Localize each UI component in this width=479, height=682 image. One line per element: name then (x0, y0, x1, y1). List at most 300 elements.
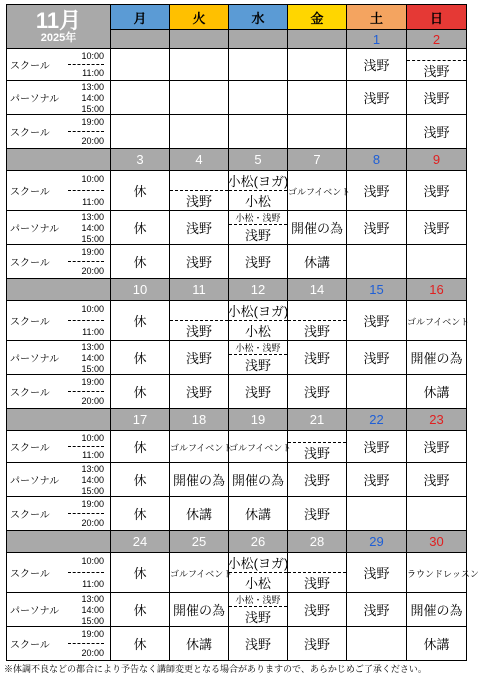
date-cell (229, 30, 288, 49)
date-row-spacer (7, 149, 111, 171)
schedule-cell (288, 81, 347, 115)
schedule-cell (111, 375, 170, 409)
slot-row (7, 301, 467, 341)
schedule-cell (111, 463, 170, 497)
schedule-cell (407, 171, 467, 211)
schedule-cell (288, 49, 347, 81)
schedule-cell (288, 171, 351, 211)
schedule-cell (288, 627, 347, 661)
slot-label (7, 341, 111, 375)
slot-time: 10:00 (81, 50, 104, 61)
schedule-entry: 浅野 (363, 91, 390, 106)
slot-label (7, 463, 111, 497)
schedule-entry: 開催の為 (231, 473, 284, 488)
slot-time: 19:00 (81, 377, 104, 387)
year-label: 2025年 (40, 31, 77, 44)
schedule-entry (288, 431, 346, 442)
slot-row (7, 375, 467, 409)
schedule-entry: 休講 (303, 255, 330, 270)
schedule-entry: 浅野 (185, 255, 212, 270)
slot-name: スクール (10, 640, 50, 651)
slot-row (7, 463, 467, 497)
date-row-spacer (7, 409, 111, 431)
date-cell: 30 (407, 531, 467, 553)
schedule-cell (229, 81, 288, 115)
schedule-cell (170, 627, 229, 661)
schedule-cell (170, 497, 229, 531)
schedule-entry: ゴルフイベント (407, 317, 470, 327)
schedule-entry: 休 (133, 507, 147, 522)
schedule-entry: ゴルフイベント (229, 443, 292, 453)
schedule-entry: 休講 (244, 507, 271, 522)
schedule-cell (229, 431, 292, 463)
schedule-entry: 浅野 (363, 566, 390, 581)
schedule-entry: 浅野 (303, 603, 330, 618)
schedule-entry: 開催の為 (410, 603, 463, 618)
schedule-cell (229, 593, 288, 627)
slot-label (7, 627, 111, 661)
schedule-entry: ゴルフイベント (170, 569, 233, 579)
slot-name: スクール (10, 258, 50, 269)
schedule-entry: 休 (133, 351, 147, 366)
schedule-cell (170, 301, 229, 341)
schedule-entry: 浅野 (363, 221, 390, 236)
schedule-entry: ゴルフイベント (170, 443, 233, 453)
schedule-cell (170, 553, 233, 593)
date-cell: 23 (407, 409, 467, 431)
date-cell: 16 (407, 279, 467, 301)
slot-name: パーソナル (10, 354, 60, 365)
date-cell: 18 (170, 409, 229, 431)
date-cell: 10 (111, 279, 170, 301)
schedule-entry: 休講 (185, 507, 212, 522)
slot-time: 14:00 (81, 604, 104, 615)
schedule-entry: 浅野 (303, 385, 330, 400)
schedule-entry: 浅野 (303, 507, 330, 522)
weekday-header-row (7, 5, 467, 30)
date-cell: 21 (288, 409, 347, 431)
schedule-entry: 休 (133, 385, 147, 400)
schedule-cell (229, 627, 288, 661)
schedule-entry: 開催の為 (410, 351, 463, 366)
schedule-cell (347, 463, 407, 497)
schedule-entry: 休講 (423, 385, 450, 400)
schedule-entry: 浅野 (363, 351, 390, 366)
schedule-entry: 開催の為 (172, 473, 225, 488)
schedule-cell (229, 115, 288, 149)
slot-time: 14:00 (81, 92, 104, 103)
schedule-cell (170, 245, 229, 279)
slot-row (7, 553, 467, 593)
schedule-cell (347, 49, 407, 81)
schedule-cell (170, 81, 229, 115)
slot-label (7, 593, 111, 627)
date-cell: 3 (111, 149, 170, 171)
date-cell: 19 (229, 409, 288, 431)
schedule-cell (111, 81, 170, 115)
date-cell: 5 (229, 149, 288, 171)
weekday-header: 土 (347, 5, 407, 30)
slot-name: スクール (10, 510, 50, 521)
schedule-cell (229, 375, 288, 409)
schedule-cell (229, 553, 288, 593)
schedule-cell (170, 341, 229, 375)
schedule-entry: 浅野 (229, 224, 287, 244)
slot-label (7, 49, 111, 81)
weekday-header: 日 (407, 5, 467, 30)
schedule-entry: 小松・浅野 (235, 343, 281, 353)
schedule-entry: 浅野 (423, 91, 450, 106)
schedule-entry: 小松(ヨガ) (227, 556, 289, 571)
date-cell (170, 30, 229, 49)
schedule-cell (347, 301, 407, 341)
month-title (7, 5, 111, 49)
weekday-header: 水 (229, 5, 288, 30)
schedule-entry: 浅野 (363, 603, 390, 618)
slot-row (7, 171, 467, 211)
schedule-cell (407, 341, 467, 375)
schedule-entry: 休 (133, 221, 147, 236)
date-cell: 15 (347, 279, 407, 301)
slot-label (7, 211, 111, 245)
slot-time: 11:00 (82, 579, 104, 589)
schedule-cell (407, 375, 467, 409)
slot-row (7, 627, 467, 661)
slot-time: 19:00 (81, 499, 104, 509)
schedule-entry: 休 (133, 314, 147, 329)
schedule-cell (229, 245, 288, 279)
schedule-cell (288, 497, 347, 531)
date-cell: 4 (170, 149, 229, 171)
schedule-entry: 浅野 (303, 473, 330, 488)
schedule-entry: 浅野 (288, 442, 346, 462)
schedule-entry: ゴルフイベント (288, 187, 351, 197)
date-cell: 11 (170, 279, 229, 301)
schedule-entry: 浅野 (185, 385, 212, 400)
schedule-cell (170, 463, 229, 497)
slot-time: 11:00 (82, 197, 104, 207)
schedule-cell (229, 463, 288, 497)
schedule-entry: 浅野 (407, 60, 466, 80)
schedule-cell (407, 593, 467, 627)
date-cell: 1 (347, 30, 407, 49)
schedule-entry: 浅野 (363, 184, 390, 199)
schedule-cell (111, 431, 170, 463)
schedule-cell (111, 115, 170, 149)
slot-time: 10:00 (81, 556, 104, 566)
schedule-entry: 小松 (229, 190, 287, 210)
schedule-cell (407, 463, 467, 497)
slot-label (7, 81, 111, 115)
date-cell: 22 (347, 409, 407, 431)
schedule-cell (170, 171, 229, 211)
schedule-entry: 浅野 (229, 354, 287, 374)
schedule-entry: 休 (133, 566, 147, 581)
slot-row (7, 245, 467, 279)
date-cell: 17 (111, 409, 170, 431)
schedule-entry: 休講 (185, 637, 212, 652)
disclaimer-note: ※体調不良などの都合により予告なく講師変更となる場合がありますので、あらかじめご了承ください。 (4, 664, 427, 674)
slot-label (7, 431, 111, 463)
schedule-cell (407, 497, 467, 531)
schedule-calendar (6, 4, 479, 661)
schedule-cell (407, 431, 467, 463)
date-cell (288, 30, 347, 49)
schedule-cell (288, 115, 347, 149)
schedule-entry: 浅野 (363, 314, 390, 329)
schedule-cell (347, 553, 407, 593)
schedule-cell (407, 115, 467, 149)
schedule-cell (288, 463, 347, 497)
schedule-entry: 浅野 (288, 320, 346, 340)
schedule-cell (229, 211, 288, 245)
schedule-entry: 浅野 (244, 637, 271, 652)
schedule-entry: 浅野 (363, 440, 390, 455)
date-cell: 12 (229, 279, 288, 301)
date-cell: 29 (347, 531, 407, 553)
schedule-cell (347, 211, 407, 245)
date-cell: 9 (407, 149, 467, 171)
schedule-cell (407, 301, 470, 341)
schedule-cell (407, 81, 467, 115)
slot-time: 20:00 (81, 648, 104, 658)
slot-row (7, 341, 467, 375)
slot-time: 11:00 (82, 450, 104, 461)
slot-time: 15:00 (81, 615, 104, 626)
schedule-cell (347, 593, 407, 627)
schedule-cell (111, 553, 170, 593)
slot-time: 11:00 (82, 327, 104, 337)
weekday-header: 金 (288, 5, 347, 30)
schedule-entry: 休 (133, 255, 147, 270)
slot-time: 20:00 (81, 518, 104, 528)
schedule-cell (288, 431, 347, 463)
schedule-entry: 浅野 (303, 351, 330, 366)
schedule-cell (170, 115, 229, 149)
date-row (7, 149, 467, 171)
schedule-entry: 浅野 (244, 255, 271, 270)
slot-label (7, 497, 111, 531)
schedule-cell (170, 431, 233, 463)
schedule-entry (288, 553, 346, 572)
schedule-cell (347, 115, 407, 149)
slot-time: 20:00 (81, 266, 104, 276)
schedule-cell (407, 627, 467, 661)
date-cell: 14 (288, 279, 347, 301)
schedule-cell (347, 171, 407, 211)
slot-label (7, 171, 111, 211)
date-cell: 24 (111, 531, 170, 553)
schedule-entry: 浅野 (423, 473, 450, 488)
slot-row (7, 81, 467, 115)
slot-time: 14:00 (81, 474, 104, 485)
schedule-cell (347, 497, 407, 531)
schedule-cell (288, 211, 347, 245)
slot-label (7, 553, 111, 593)
schedule-entry: 浅野 (244, 385, 271, 400)
slot-name: パーソナル (10, 224, 60, 235)
slot-time: 13:00 (81, 341, 104, 352)
slot-time: 19:00 (81, 117, 104, 127)
schedule-entry: 休 (133, 473, 147, 488)
schedule-entry: 休 (133, 184, 147, 199)
schedule-entry: 浅野 (423, 184, 450, 199)
slot-time: 15:00 (81, 363, 104, 374)
schedule-entry: 小松・浅野 (235, 595, 281, 605)
slot-row (7, 49, 467, 81)
schedule-cell (229, 49, 288, 81)
schedule-cell (407, 211, 467, 245)
slot-name: スクール (10, 569, 50, 580)
slot-time: 14:00 (81, 222, 104, 233)
date-cell: 26 (229, 531, 288, 553)
slot-row (7, 593, 467, 627)
slot-time: 20:00 (81, 136, 104, 146)
date-row (7, 531, 467, 553)
slot-name: スクール (10, 61, 50, 72)
schedule-entry: 小松(ヨガ) (227, 174, 289, 189)
schedule-entry (407, 49, 466, 60)
schedule-cell (347, 627, 407, 661)
schedule-entry: 浅野 (288, 572, 346, 592)
schedule-entry: 小松(ヨガ) (227, 304, 289, 319)
schedule-cell (111, 171, 170, 211)
schedule-entry: 休 (133, 440, 147, 455)
date-cell (111, 30, 170, 49)
schedule-entry: 浅野 (229, 606, 287, 626)
slot-row (7, 497, 467, 531)
schedule-cell (170, 49, 229, 81)
schedule-cell (288, 553, 347, 593)
schedule-entry: 浅野 (423, 125, 450, 140)
slot-name: パーソナル (10, 94, 60, 105)
schedule-entry: 休講 (423, 637, 450, 652)
slot-time: 13:00 (81, 593, 104, 604)
schedule-cell (111, 593, 170, 627)
schedule-cell (111, 497, 170, 531)
schedule-entry: 浅野 (170, 320, 228, 340)
slot-time: 20:00 (81, 396, 104, 406)
month-label: 11月 (35, 7, 82, 33)
slot-time: 13:00 (81, 463, 104, 474)
weekday-header: 火 (170, 5, 229, 30)
schedule-cell (347, 245, 407, 279)
slot-time: 13:00 (81, 211, 104, 222)
slot-name: スクール (10, 128, 50, 139)
slot-label (7, 301, 111, 341)
schedule-cell (407, 245, 467, 279)
schedule-cell (229, 301, 288, 341)
slot-label (7, 115, 111, 149)
slot-row (7, 115, 467, 149)
slot-time: 14:00 (81, 352, 104, 363)
schedule-entry: 開催の為 (172, 603, 225, 618)
date-cell: 25 (170, 531, 229, 553)
slot-time: 11:00 (82, 68, 104, 79)
schedule-cell (170, 593, 229, 627)
slot-name: スクール (10, 388, 50, 399)
slot-time: 10:00 (81, 304, 104, 314)
schedule-entry: 浅野 (363, 473, 390, 488)
schedule-cell (288, 593, 347, 627)
schedule-cell (111, 245, 170, 279)
date-row-spacer (7, 279, 111, 301)
schedule-cell (288, 341, 347, 375)
schedule-entry (170, 171, 228, 190)
schedule-entry: 開催の為 (290, 221, 343, 236)
slot-name: スクール (10, 443, 50, 454)
schedule-entry: 小松 (229, 320, 287, 340)
slot-time: 10:00 (81, 432, 104, 443)
schedule-cell (111, 341, 170, 375)
slot-name: スクール (10, 317, 50, 328)
schedule-cell (111, 301, 170, 341)
schedule-entry: 浅野 (303, 637, 330, 652)
slot-name: パーソナル (10, 606, 60, 617)
schedule-cell (347, 81, 407, 115)
schedule-cell (288, 301, 347, 341)
schedule-cell (407, 49, 467, 81)
schedule-cell (347, 341, 407, 375)
slot-time: 13:00 (81, 81, 104, 92)
schedule-cell (111, 627, 170, 661)
schedule-cell (170, 211, 229, 245)
schedule-entry: ラウンドレッスン (407, 569, 479, 579)
slot-time: 15:00 (81, 103, 104, 114)
schedule-cell (229, 497, 288, 531)
schedule-cell (111, 211, 170, 245)
slot-time: 19:00 (81, 629, 104, 639)
schedule-entry: 浅野 (170, 190, 228, 210)
schedule-entry: 浅野 (363, 58, 390, 73)
schedule-cell (347, 375, 407, 409)
schedule-cell (288, 245, 347, 279)
schedule-cell (347, 431, 407, 463)
slot-name: スクール (10, 187, 50, 198)
schedule-cell (407, 553, 479, 593)
schedule-cell (170, 375, 229, 409)
schedule-cell (229, 341, 288, 375)
date-row (7, 279, 467, 301)
schedule-entry: 浅野 (423, 440, 450, 455)
schedule-entry: 浅野 (185, 221, 212, 236)
date-cell: 8 (347, 149, 407, 171)
slot-label (7, 245, 111, 279)
schedule-entry (288, 301, 346, 320)
schedule-cell (111, 49, 170, 81)
schedule-entry: 休 (133, 637, 147, 652)
slot-time: 15:00 (81, 233, 104, 244)
schedule-entry: 小松・浅野 (235, 213, 281, 223)
slot-time: 15:00 (81, 485, 104, 496)
date-cell: 2 (407, 30, 467, 49)
schedule-entry: 浅野 (423, 221, 450, 236)
date-cell: 28 (288, 531, 347, 553)
slot-time: 10:00 (81, 174, 104, 184)
slot-time: 19:00 (81, 247, 104, 257)
schedule-entry: 浅野 (185, 351, 212, 366)
weekday-header: 月 (111, 5, 170, 30)
date-row (7, 409, 467, 431)
slot-name: パーソナル (10, 476, 60, 487)
slot-row (7, 431, 467, 463)
slot-row (7, 211, 467, 245)
schedule-entry: 小松 (229, 572, 287, 592)
schedule-cell (229, 171, 288, 211)
date-row-spacer (7, 531, 111, 553)
schedule-cell (288, 375, 347, 409)
date-cell: 7 (288, 149, 347, 171)
